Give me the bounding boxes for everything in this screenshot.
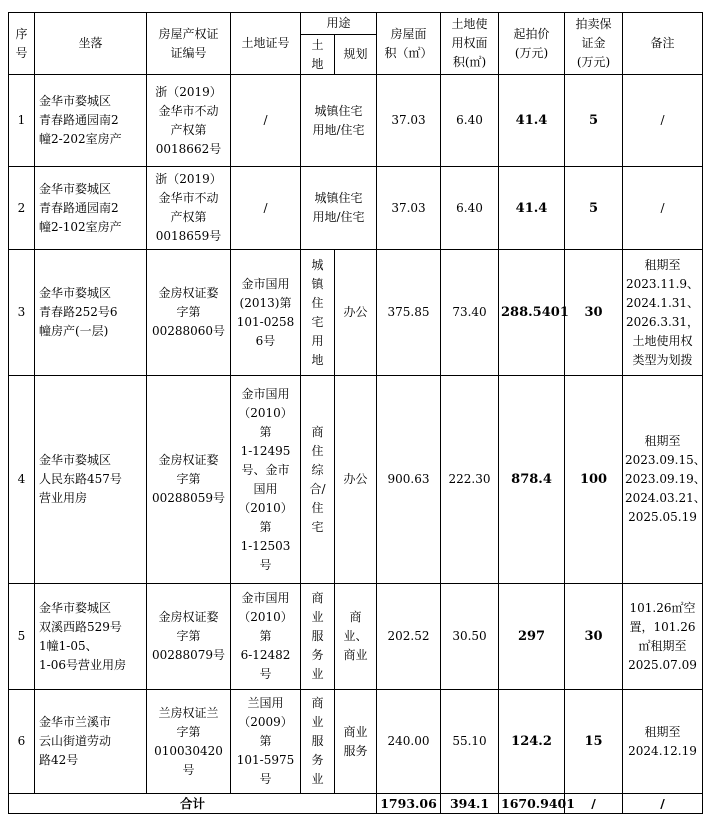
cell-land-area: 73.40 <box>441 250 499 376</box>
table-row <box>9 584 703 690</box>
cell-location: 金华市兰溪市 云山街道劳动 路42号 <box>35 690 147 794</box>
cell-usage: 城镇住宅 用地/住宅 <box>301 75 377 167</box>
cell-deposit: 100 <box>565 376 623 584</box>
cell-no: 3 <box>9 250 35 376</box>
cell-land-cert: / <box>231 167 301 250</box>
cell-cert-no: 金房权证婺 字第 00288060号 <box>147 250 231 376</box>
cell-area: 240.00 <box>377 690 441 794</box>
table-row <box>9 250 703 376</box>
header-usage-land: 土 地 <box>301 35 335 75</box>
cell-note: / <box>623 75 703 167</box>
cell-cert-no: 浙（2019） 金华市不动 产权第 0018659号 <box>147 167 231 250</box>
cell-land-cert: 金市国用 （2010） 第 6-12482 号 <box>231 584 301 690</box>
cell-land-cert: 金市国用 (2013)第 101-0258 6号 <box>231 250 301 376</box>
cell-usage-land: 商 业 服 务 业 <box>301 584 335 690</box>
cell-start-price: 288.5401 <box>499 250 565 376</box>
cell-location: 金华市婺城区 青春路通园南2 幢2-102室房产 <box>35 167 147 250</box>
cell-area: 37.03 <box>377 75 441 167</box>
cell-start-price: 124.2 <box>499 690 565 794</box>
cell-cert-no: 浙（2019） 金华市不动 产权第 0018662号 <box>147 75 231 167</box>
cell-deposit: 5 <box>565 167 623 250</box>
cell-deposit: 30 <box>565 250 623 376</box>
cell-start-price: 297 <box>499 584 565 690</box>
cell-deposit: 30 <box>565 584 623 690</box>
cell-usage: 城镇住宅 用地/住宅 <box>301 167 377 250</box>
cell-usage-plan: 办公 <box>335 250 377 376</box>
cell-usage-land: 商 业 服 务 业 <box>301 690 335 794</box>
cell-usage-plan: 商 业、 商业 <box>335 584 377 690</box>
header-area: 房屋面 积（㎡） <box>377 13 441 75</box>
cell-land-cert: 兰国用 （2009） 第 101-5975 号 <box>231 690 301 794</box>
cell-land-area: 55.10 <box>441 690 499 794</box>
cell-land-area: 6.40 <box>441 167 499 250</box>
header-location: 坐落 <box>35 13 147 75</box>
total-row <box>9 794 703 814</box>
total-land-area: 394.1 <box>441 794 499 814</box>
header-usage: 用途 <box>301 13 377 35</box>
cell-note: 101.26㎡空 置，101.26 ㎡租期至 2025.07.09 <box>623 584 703 690</box>
cell-location: 金华市婺城区 双溪西路529号 1幢1-05、 1-06号营业用房 <box>35 584 147 690</box>
cell-no: 6 <box>9 690 35 794</box>
cell-land-area: 6.40 <box>441 75 499 167</box>
cell-note: 租期至 2024.12.19 <box>623 690 703 794</box>
total-label: 合计 <box>9 794 377 814</box>
cell-no: 5 <box>9 584 35 690</box>
total-note: / <box>623 794 703 814</box>
cell-note: 租期至 2023.09.15、 2023.09.19、 2024.03.21、 2025.05.19 <box>623 376 703 584</box>
cell-usage-land: 城 镇 住 宅 用 地 <box>301 250 335 376</box>
cell-usage-plan: 办公 <box>335 376 377 584</box>
header-usage-plan: 规划 <box>335 35 377 75</box>
table-row <box>9 167 703 250</box>
cell-land-area: 222.30 <box>441 376 499 584</box>
cell-cert-no: 金房权证婺 字第 00288059号 <box>147 376 231 584</box>
cell-area: 202.52 <box>377 584 441 690</box>
cell-land-area: 30.50 <box>441 584 499 690</box>
cell-cert-no: 兰房权证兰 字第 010030420 号 <box>147 690 231 794</box>
cell-cert-no: 金房权证婺 字第 00288079号 <box>147 584 231 690</box>
cell-usage-land: 商 住 综 合/ 住 宅 <box>301 376 335 584</box>
cell-land-cert: / <box>231 75 301 167</box>
header-no: 序 号 <box>9 13 35 75</box>
cell-start-price: 878.4 <box>499 376 565 584</box>
total-start-price: 1670.9401 <box>499 794 565 814</box>
total-area: 1793.06 <box>377 794 441 814</box>
header-start-price: 起拍价 (万元) <box>499 13 565 75</box>
cell-start-price: 41.4 <box>499 75 565 167</box>
cell-no: 1 <box>9 75 35 167</box>
auction-property-table <box>8 12 706 814</box>
cell-no: 4 <box>9 376 35 584</box>
header-cert-no: 房屋产权证 证编号 <box>147 13 231 75</box>
header-land-cert: 土地证号 <box>231 13 301 75</box>
cell-deposit: 5 <box>565 75 623 167</box>
table-row <box>9 376 703 584</box>
table-row <box>9 690 703 794</box>
cell-area: 375.85 <box>377 250 441 376</box>
cell-note: / <box>623 167 703 250</box>
cell-land-cert: 金市国用 （2010） 第 1-12495 号、金市 国用 （2010） 第 1-12503 号 <box>231 376 301 584</box>
cell-note: 租期至 2023.11.9、 2024.1.31、 2026.3.31， 土地使用权 类型为划拨 <box>623 250 703 376</box>
cell-no: 2 <box>9 167 35 250</box>
header-deposit: 拍卖保 证金 (万元) <box>565 13 623 75</box>
total-deposit: / <box>565 794 623 814</box>
cell-deposit: 15 <box>565 690 623 794</box>
cell-usage-plan: 商业 服务 <box>335 690 377 794</box>
cell-location: 金华市婺城区 青春路通园南2 幢2-202室房产 <box>35 75 147 167</box>
cell-location: 金华市婺城区 人民东路457号 营业用房 <box>35 376 147 584</box>
table-row <box>9 75 703 167</box>
cell-area: 900.63 <box>377 376 441 584</box>
cell-location: 金华市婺城区 青春路252号6 幢房产(一层) <box>35 250 147 376</box>
cell-area: 37.03 <box>377 167 441 250</box>
cell-start-price: 41.4 <box>499 167 565 250</box>
header-note: 备注 <box>623 13 703 75</box>
header-land-area: 土地使 用权面 积(㎡) <box>441 13 499 75</box>
